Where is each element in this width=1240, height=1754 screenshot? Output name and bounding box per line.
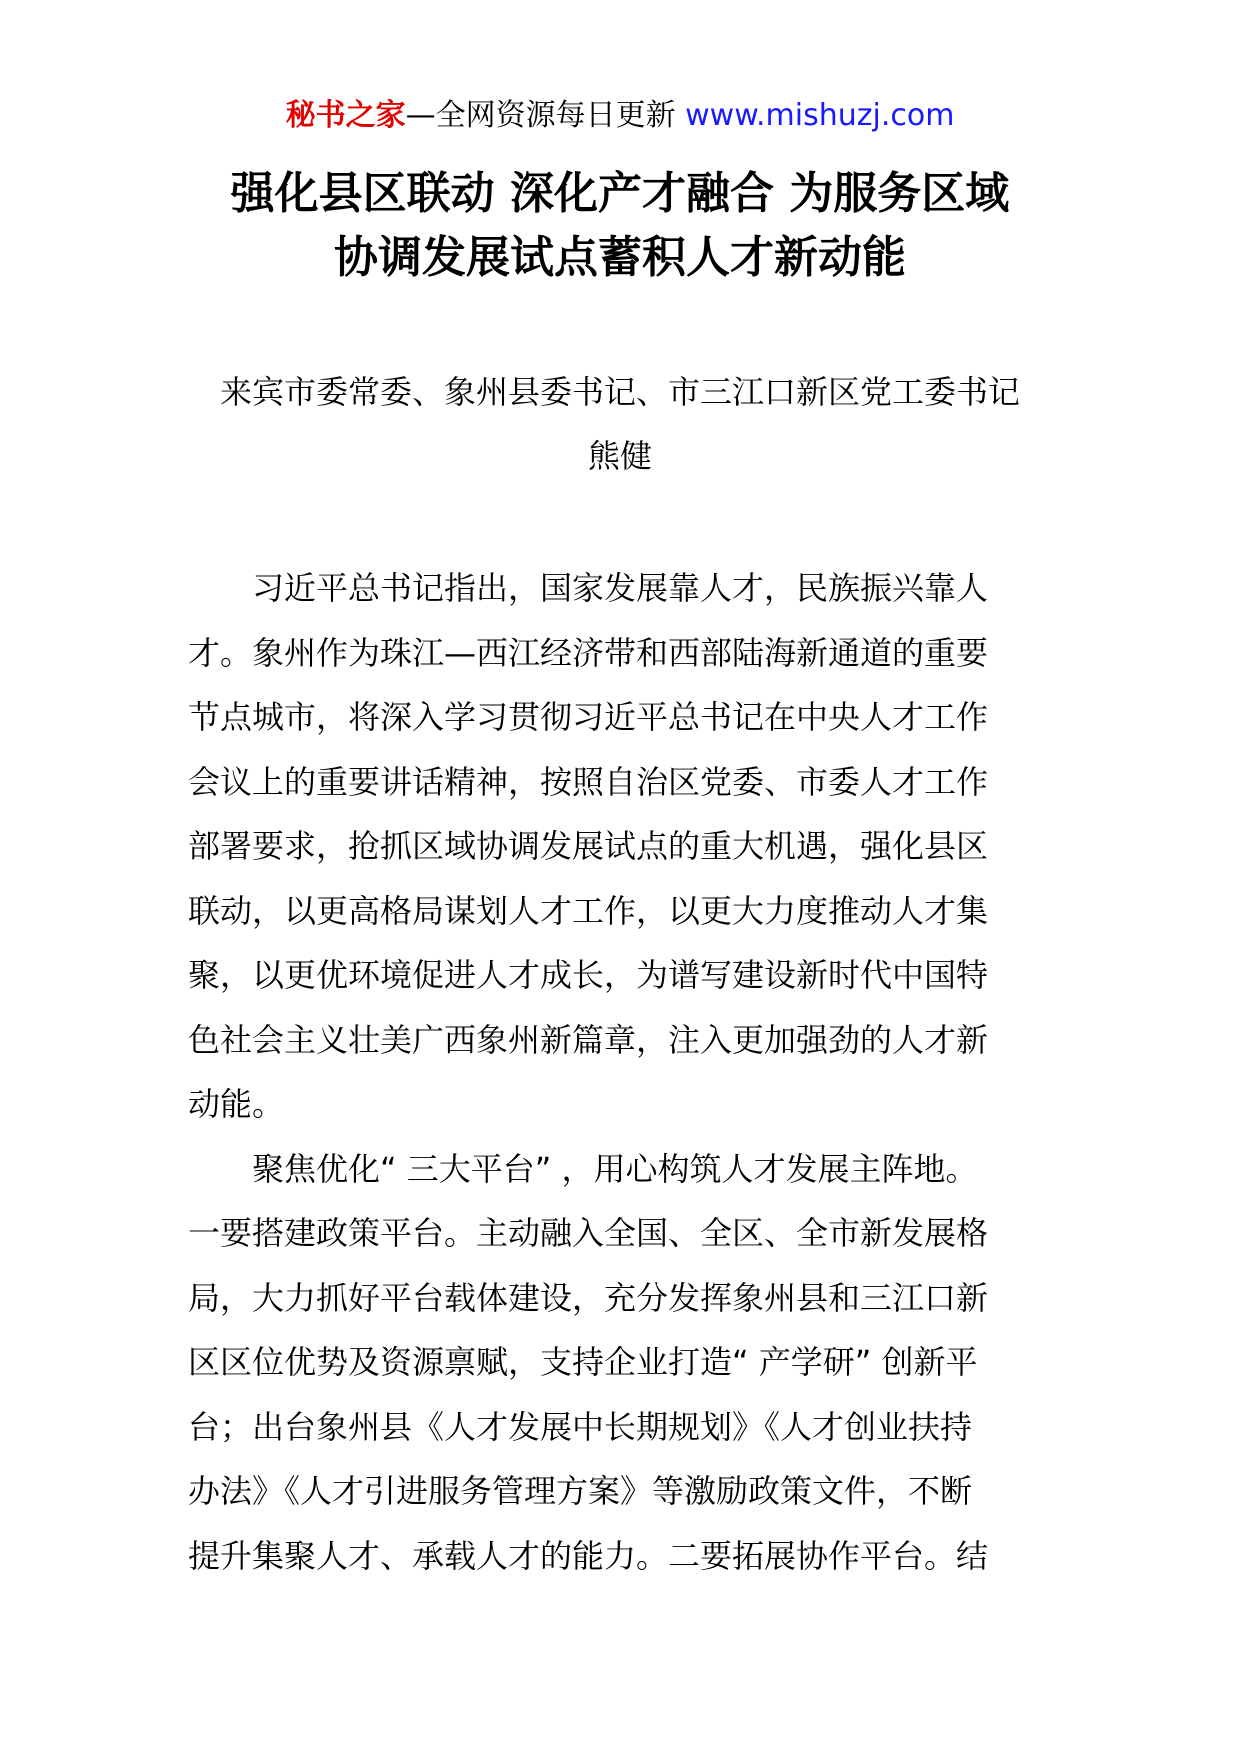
header-tagline: —全网资源每日更新 [405, 98, 686, 133]
document-body [188, 556, 1052, 1588]
title-line: 强化县区联动 深化产才融合 为服务区域 [230, 168, 1010, 219]
paragraph-line: 一要搭建政策平台。主动融入全国、全区、全市新发展格 [188, 1214, 989, 1252]
paragraph-line: 聚焦优化“ 三大平台” ，用心构筑人才发展主阵地。 [252, 1149, 978, 1188]
author-name: 熊健 [587, 437, 652, 475]
site-header [0, 96, 1240, 136]
title-line: 协调发展试点蓄积人才新动能 [334, 232, 906, 283]
paragraph-line: 提升集聚人才、承载人才的能力。二要拓展协作平台。结 [188, 1536, 989, 1575]
author-position: 来宾市委常委、象州县委书记、市三江口新区党工委书记 [219, 373, 1020, 411]
paragraph-line: 会议上的重要讲话精神，按照自治区党委、市委人才工作 [188, 762, 989, 801]
paragraph-line: 色社会主义壮美广西象州新篇章，注入更加强劲的人才新 [188, 1020, 989, 1059]
paragraph-line: 区区位优势及资源禀赋，支持企业打造“ 产学研” 创新平 [188, 1343, 978, 1381]
author-byline [0, 360, 1240, 488]
paragraph-line: 聚，以更优环境促进人才成长，为谱写建设新时代中国特 [188, 956, 989, 994]
document-title [0, 162, 1240, 290]
paragraph-line: 动能。 [188, 1085, 285, 1123]
paragraph-line: 节点城市，将深入学习贯彻习近平总书记在中央人才工作 [188, 698, 989, 736]
paragraph-line: 部署要求，抢抓区域协调发展试点的重大机遇，强化县区 [188, 827, 989, 865]
paragraph-line: 习近平总书记指出，国家发展靠人才，民族振兴靠人 [252, 569, 989, 607]
paragraph-line: 办法》《人才引进服务管理方案》等激励政策文件，不断 [188, 1472, 973, 1510]
paragraph-line: 台；出台象州县《人才发展中长期规划》《人才创业扶持 [188, 1407, 973, 1446]
brand-name: 秘书之家 [285, 98, 406, 133]
paragraph-line: 才。象州作为珠江—西江经济带和西部陆海新通道的重要 [188, 633, 989, 672]
site-url-link[interactable]: www.mishuzj.com [685, 98, 955, 133]
paragraph-line: 联动，以更高格局谋划人才工作，以更大力度推动人才集 [188, 891, 989, 930]
paragraph-line: 局，大力抓好平台载体建设，充分发挥象州县和三江口新 [188, 1278, 989, 1317]
